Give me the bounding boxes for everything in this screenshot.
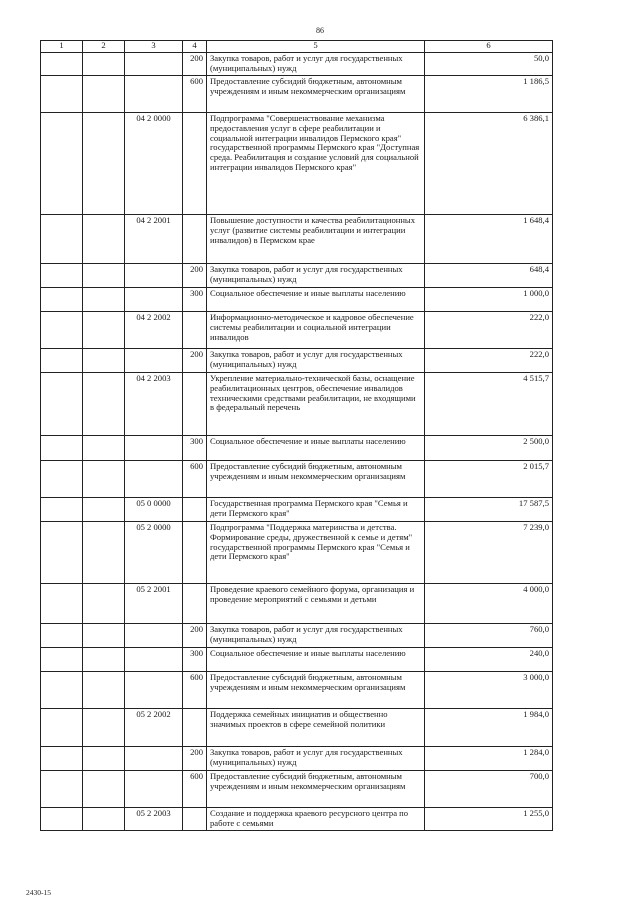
cell-c4: [183, 497, 207, 521]
cell-c4: 600: [183, 75, 207, 112]
column-header: 5: [207, 41, 425, 53]
cell-c5: Предоставление субсидий бюджетным, автономным учреждениям и иным некоммерческим организациям: [207, 460, 425, 497]
table-row: [41, 435, 553, 460]
cell-c3: [125, 53, 183, 76]
table-row: [41, 647, 553, 671]
cell-c6: 222,0: [425, 348, 553, 372]
cell-c1: [41, 348, 83, 372]
cell-c2: [83, 75, 125, 112]
cell-c1: [41, 583, 83, 623]
cell-c5: Поддержка семейных инициатив и общественно значимых проектов в сфере семейной политики: [207, 708, 425, 746]
cell-c2: [83, 497, 125, 521]
cell-c5: Создание и поддержка краевого ресурсного центра по работе с семьями: [207, 807, 425, 830]
cell-c5: Закупка товаров, работ и услуг для государственных (муниципальных) нужд: [207, 53, 425, 76]
cell-c2: [83, 770, 125, 807]
cell-c4: 600: [183, 460, 207, 497]
cell-c4: 300: [183, 287, 207, 311]
cell-c6: 4 000,0: [425, 583, 553, 623]
table-row: [41, 214, 553, 263]
cell-c2: [83, 214, 125, 263]
cell-c1: [41, 214, 83, 263]
cell-c3: [125, 671, 183, 708]
cell-c3: 05 0 0000: [125, 497, 183, 521]
cell-c2: [83, 287, 125, 311]
table-row: [41, 807, 553, 830]
cell-c6: 648,4: [425, 263, 553, 287]
cell-c5: Социальное обеспечение и иные выплаты населению: [207, 287, 425, 311]
cell-c2: [83, 647, 125, 671]
cell-c6: 760,0: [425, 623, 553, 647]
cell-c3: 04 2 2003: [125, 372, 183, 435]
table-row: [41, 53, 553, 76]
cell-c3: [125, 647, 183, 671]
cell-c6: 17 587,5: [425, 497, 553, 521]
cell-c4: 200: [183, 623, 207, 647]
cell-c4: 200: [183, 263, 207, 287]
cell-c6: 1 984,0: [425, 708, 553, 746]
cell-c5: Информационно-методическое и кадровое обеспечение системы реабилитации и социальной интеграции инвалидов: [207, 311, 425, 348]
cell-c3: [125, 75, 183, 112]
cell-c4: [183, 112, 207, 214]
cell-c6: 2 015,7: [425, 460, 553, 497]
cell-c6: 3 000,0: [425, 671, 553, 708]
cell-c2: [83, 263, 125, 287]
cell-c2: [83, 671, 125, 708]
table-row: [41, 75, 553, 112]
cell-c4: [183, 708, 207, 746]
column-header: 3: [125, 41, 183, 53]
cell-c2: [83, 708, 125, 746]
table-row: [41, 746, 553, 770]
cell-c1: [41, 623, 83, 647]
table-row: [41, 583, 553, 623]
cell-c6: 240,0: [425, 647, 553, 671]
cell-c3: [125, 460, 183, 497]
cell-c4: [183, 583, 207, 623]
table-row: [41, 623, 553, 647]
cell-c1: [41, 287, 83, 311]
column-header: 2: [83, 41, 125, 53]
cell-c1: [41, 435, 83, 460]
cell-c4: 200: [183, 348, 207, 372]
cell-c4: 600: [183, 671, 207, 708]
table-row: [41, 287, 553, 311]
cell-c3: 05 2 2002: [125, 708, 183, 746]
cell-c1: [41, 671, 83, 708]
cell-c2: [83, 112, 125, 214]
cell-c1: [41, 112, 83, 214]
cell-c5: Подпрограмма "Поддержка материнства и детства. Формирование среды, дружественной к семье и детям" государственной программы Пермского края "Семья и дети Пермского края": [207, 521, 425, 583]
cell-c6: 1 000,0: [425, 287, 553, 311]
cell-c1: [41, 708, 83, 746]
cell-c1: [41, 75, 83, 112]
cell-c5: Предоставление субсидий бюджетным, автономным учреждениям и иным некоммерческим организациям: [207, 770, 425, 807]
cell-c4: 200: [183, 746, 207, 770]
table-header-row: [41, 41, 553, 53]
document-code: 2430-15: [26, 888, 51, 897]
table-row: [41, 311, 553, 348]
cell-c3: [125, 746, 183, 770]
cell-c5: Государственная программа Пермского края "Семья и дети Пермского края": [207, 497, 425, 521]
cell-c1: [41, 746, 83, 770]
cell-c4: [183, 372, 207, 435]
cell-c1: [41, 807, 83, 830]
cell-c6: 2 500,0: [425, 435, 553, 460]
cell-c5: Проведение краевого семейного форума, организация и проведение мероприятий с семьями и детьми: [207, 583, 425, 623]
cell-c6: 222,0: [425, 311, 553, 348]
cell-c5: Укрепление материально-технической базы, оснащение реабилитационных центров, обеспечение инвалидов техническими средствами реабилитации, не входящими в федеральный перечень: [207, 372, 425, 435]
cell-c3: [125, 287, 183, 311]
column-header: 1: [41, 41, 83, 53]
cell-c2: [83, 53, 125, 76]
cell-c5: Повышение доступности и качества реабилитационных услуг (развитие системы реабилитации и интеграции инвалидов) в Пермском крае: [207, 214, 425, 263]
cell-c5: Предоставление субсидий бюджетным, автономным учреждениям и иным некоммерческим организациям: [207, 671, 425, 708]
table-row: [41, 770, 553, 807]
cell-c3: [125, 623, 183, 647]
cell-c6: 700,0: [425, 770, 553, 807]
cell-c6: 7 239,0: [425, 521, 553, 583]
table-row: [41, 460, 553, 497]
cell-c6: 50,0: [425, 53, 553, 76]
cell-c2: [83, 372, 125, 435]
cell-c5: Социальное обеспечение и иные выплаты населению: [207, 647, 425, 671]
column-header: 6: [425, 41, 553, 53]
cell-c3: 05 2 2003: [125, 807, 183, 830]
cell-c5: Закупка товаров, работ и услуг для государственных (муниципальных) нужд: [207, 263, 425, 287]
cell-c2: [83, 348, 125, 372]
cell-c3: 04 2 0000: [125, 112, 183, 214]
cell-c1: [41, 460, 83, 497]
cell-c3: [125, 435, 183, 460]
column-header: 4: [183, 41, 207, 53]
cell-c4: [183, 214, 207, 263]
cell-c4: [183, 311, 207, 348]
cell-c2: [83, 435, 125, 460]
cell-c2: [83, 460, 125, 497]
cell-c3: [125, 263, 183, 287]
cell-c3: 04 2 2001: [125, 214, 183, 263]
cell-c1: [41, 521, 83, 583]
cell-c1: [41, 497, 83, 521]
cell-c6: 4 515,7: [425, 372, 553, 435]
cell-c4: [183, 807, 207, 830]
table-row: [41, 263, 553, 287]
cell-c6: 1 255,0: [425, 807, 553, 830]
cell-c1: [41, 263, 83, 287]
cell-c5: Социальное обеспечение и иные выплаты населению: [207, 435, 425, 460]
cell-c2: [83, 583, 125, 623]
cell-c2: [83, 746, 125, 770]
cell-c2: [83, 623, 125, 647]
cell-c2: [83, 807, 125, 830]
cell-c6: 1 186,5: [425, 75, 553, 112]
cell-c3: [125, 348, 183, 372]
cell-c2: [83, 311, 125, 348]
table-row: [41, 497, 553, 521]
cell-c6: 1 284,0: [425, 746, 553, 770]
cell-c1: [41, 372, 83, 435]
cell-c1: [41, 770, 83, 807]
cell-c5: Подпрограмма "Совершенствование механизма предоставления услуг в сфере реабилитации и социальной интеграции инвалидов Пермского края" государственной программы Пермского края "Доступная среда. Реабилитация и создание условий для социальной интеграции инвалидов Пермского края": [207, 112, 425, 214]
table-row: [41, 372, 553, 435]
cell-c1: [41, 53, 83, 76]
cell-c3: 05 2 2001: [125, 583, 183, 623]
cell-c3: 04 2 2002: [125, 311, 183, 348]
cell-c4: 200: [183, 53, 207, 76]
cell-c6: 1 648,4: [425, 214, 553, 263]
cell-c1: [41, 311, 83, 348]
table-row: [41, 708, 553, 746]
cell-c4: 300: [183, 435, 207, 460]
cell-c5: Закупка товаров, работ и услуг для государственных (муниципальных) нужд: [207, 348, 425, 372]
table-row: [41, 348, 553, 372]
table-row: [41, 671, 553, 708]
cell-c4: 300: [183, 647, 207, 671]
table-row: [41, 112, 553, 214]
cell-c2: [83, 521, 125, 583]
page-number: 86: [316, 26, 324, 35]
cell-c4: [183, 521, 207, 583]
cell-c5: Предоставление субсидий бюджетным, автономным учреждениям и иным некоммерческим организациям: [207, 75, 425, 112]
cell-c1: [41, 647, 83, 671]
cell-c6: 6 386,1: [425, 112, 553, 214]
cell-c5: Закупка товаров, работ и услуг для государственных (муниципальных) нужд: [207, 746, 425, 770]
cell-c3: [125, 770, 183, 807]
budget-table: [40, 40, 553, 831]
cell-c5: Закупка товаров, работ и услуг для государственных (муниципальных) нужд: [207, 623, 425, 647]
cell-c3: 05 2 0000: [125, 521, 183, 583]
table-row: [41, 521, 553, 583]
cell-c4: 600: [183, 770, 207, 807]
